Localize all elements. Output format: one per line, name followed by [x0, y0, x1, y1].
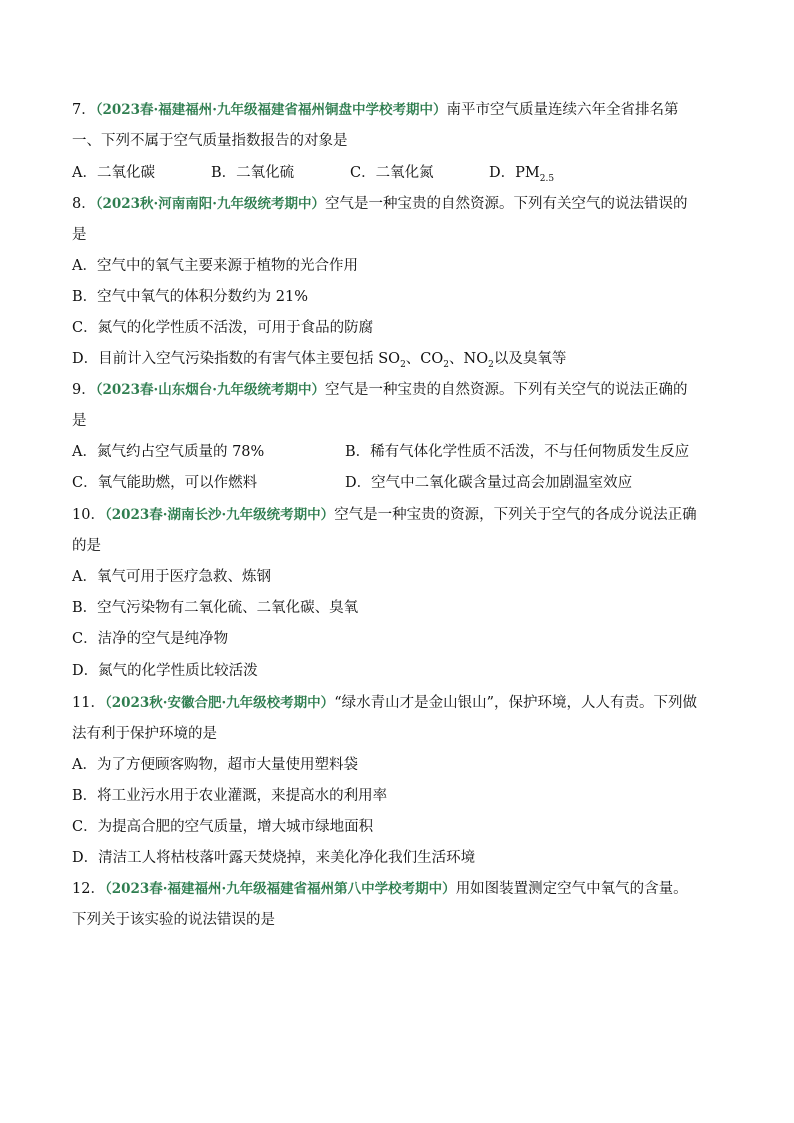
q9-stem-line2: 是: [72, 413, 87, 429]
q9-option-a: A．氮气约占空气质量的 78%: [72, 444, 265, 460]
q10-option-a: A．氧气可用于医疗急救、炼钢: [72, 569, 271, 585]
q12-stem-line1: [72, 880, 688, 898]
q8-option-d-text4: 以及臭氧等: [493, 351, 567, 367]
q8-option-c: C．氮气的化学性质不活泼，可用于食品的防腐: [72, 320, 374, 336]
q8-option-a: A．空气中的氧气主要来源于植物的光合作用: [72, 258, 358, 274]
q7-option-c: C．二氧化氮: [350, 165, 434, 181]
q11-option-b: B．将工业污水用于农业灌溉，来提高水的利用率: [72, 788, 388, 804]
q11-stem-text1: “绿水青山才是金山银山”，保护环境，人人有责。下列做: [334, 695, 698, 711]
q7-stem-text1: 南平市空气质量连续六年全省排名第: [446, 102, 679, 118]
q11-option-a: A．为了方便顾客购物，超市大量使用塑料袋: [72, 757, 358, 773]
q7-stem-line2: 一、下列不属于空气质量指数报告的对象是: [72, 133, 348, 149]
q11-number: 11．: [72, 695, 105, 711]
q10-option-d: D．氮气的化学性质比较活泼: [72, 663, 258, 679]
q12-stem-text1: 用如图装置测定空气中氧气的含量。: [455, 881, 688, 897]
q8-number: 8．: [72, 196, 96, 212]
q8-stem-text1: 空气是一种宝贵的自然资源。下列有关空气的说法错误的: [324, 196, 688, 212]
q8-stem-line2: 是: [72, 227, 87, 243]
q8-option-d-text3: 、NO: [449, 351, 489, 367]
q10-stem-line2: 的是: [72, 538, 101, 554]
q12-stem-line2: 下列关于该实验的说法错误的是: [72, 912, 275, 928]
q9-source: （2023春·山东烟台·九年级统考期中）: [95, 382, 325, 398]
q10-stem-text1: 空气是一种宝贵的资源，下列关于空气的各成分说法正确: [334, 507, 697, 523]
q7-option-b: B．二氧化硫: [211, 165, 295, 181]
q12-source: （2023春·福建福州·九年级福建省福州第八中学校考期中）: [104, 881, 456, 897]
q10-option-b: B．空气污染物有二氧化硫、二氧化碳、臭氧: [72, 600, 359, 616]
q8-option-d: [72, 350, 566, 368]
q9-option-d: D．空气中二氧化碳含量过高会加剧温室效应: [345, 475, 633, 491]
q7-number: 7．: [72, 102, 96, 118]
q8-option-d-text1: D．目前计入空气污染指数的有害气体主要包括 SO: [72, 351, 401, 367]
q11-option-c: C．为提高合肥的空气质量，增大城市绿地面积: [72, 819, 374, 835]
q9-stem-text1: 空气是一种宝贵的自然资源。下列有关空气的说法正确的: [324, 382, 688, 398]
q9-option-b: B．稀有气体化学性质不活泼，不与任何物质发生反应: [345, 444, 690, 460]
q7-option-d-text: D．PM: [489, 165, 540, 181]
q8-option-d-sub2: 2: [443, 359, 450, 370]
q7-stem-line1: [72, 101, 678, 119]
q11-option-d: D．清洁工人将枯枝落叶露天焚烧掉，来美化净化我们生活环境: [72, 850, 476, 866]
q10-option-c: C．洁净的空气是纯净物: [72, 631, 229, 647]
q7-option-d-subscript: 2.5: [539, 173, 555, 184]
q9-number: 9．: [72, 382, 96, 398]
q10-number: 10．: [72, 507, 105, 523]
q8-stem-line1: [72, 195, 687, 213]
q11-stem-line1: [72, 694, 697, 712]
q9-stem-line1: [72, 381, 687, 399]
q8-source: （2023秋·河南南阳·九年级统考期中）: [95, 196, 325, 212]
q11-source: （2023秋·安徽合肥·九年级校考期中）: [104, 695, 335, 711]
q8-option-d-text2: 、CO: [405, 351, 444, 367]
q8-option-d-sub1: 2: [400, 359, 406, 370]
q10-stem-line1: [72, 506, 697, 524]
q8-option-b: B．空气中氧气的体积分数约为 21%: [72, 289, 308, 305]
q7-option-a: A．二氧化碳: [72, 165, 155, 181]
q8-option-d-sub3: 2: [488, 359, 494, 370]
q7-option-d: [489, 164, 554, 182]
q9-option-c: C．氧气能助燃，可以作燃料: [72, 475, 258, 491]
q12-number: 12．: [72, 881, 105, 897]
q10-source: （2023春·湖南长沙·九年级统考期中）: [104, 507, 335, 523]
q11-stem-line2: 法有利于保护环境的是: [72, 726, 217, 742]
q7-source: （2023春·福建福州·九年级福建省福州铜盘中学校考期中）: [95, 102, 447, 118]
